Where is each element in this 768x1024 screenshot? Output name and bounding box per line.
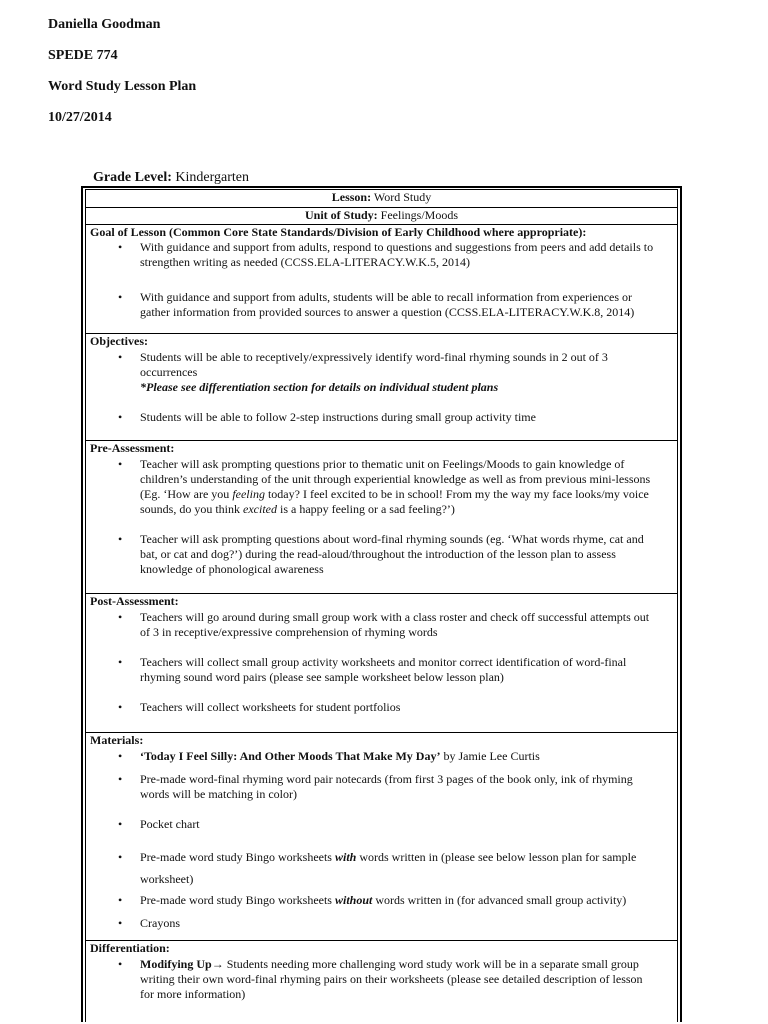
post-assessment-item: • Teachers will go around during small group work with a class roster and check off successful attempts out of 3 in receptive/expressive comprehension of rhyming words [140,610,659,640]
modifying-up-label: Modifying Up [140,957,212,971]
emphasis-feeling: feeling [232,487,265,501]
materials-section [86,732,677,945]
pre-assessment-text: is a happy feeling or a sad feeling?’) [277,502,455,516]
arrow-right-icon: → [211,957,224,971]
emphasis-with: with [334,850,357,864]
materials-text: Pre-made word study Bingo worksheets [140,850,335,864]
objective-item [140,350,659,395]
document-date: 10/27/2014 [48,110,112,125]
pre-assessment-item: • Teacher will ask prompting questions about word-final rhyming sounds (eg. ‘What words rhyme, cat and bat, or cat and dog?’) during the read-aloud/throughout the introduction of the lesson plan to assess knowledge of phonological awareness [140,532,659,577]
grade-level-value: Kindergarten [171,170,250,185]
materials-text: words written in (please see below lesson plan for sample worksheet) [140,850,637,886]
goal-item: • With guidance and support from adults, students will be able to recall information from experiences or gather information from provided sources to answer a question (CCSS.ELA-LITERACY.W.K.8, 2014) [140,290,659,320]
grade-level [93,170,249,186]
post-assessment-section [86,593,677,734]
post-assessment-heading: Post-Assessment: [90,594,179,608]
materials-item [140,846,659,890]
materials-text: words written in (for advanced small group activity) [372,893,627,907]
pre-assessment-section [86,440,677,595]
differentiation-heading: Differentiation: [90,941,170,955]
goal-section [86,224,677,337]
grade-level-label: Grade Level: [93,170,172,185]
lesson-row [86,190,677,206]
goal-item: • With guidance and support from adults, respond to questions and suggestions from peers and add details to strengthen writing as needed (CCSS.ELA-LITERACY.W.K.5, 2014) [140,240,659,270]
emphasis-without: without [334,893,373,907]
lesson-value: Word Study [371,190,432,204]
materials-item: • Pocket chart [140,817,659,832]
pre-assessment-text: today? I feel excited to be in school! From my the way my face looks/my voice sounds, do you think [140,487,649,516]
differentiation-text: Students needing more challenging word study work will be in a separate small group writing their own word-final rhyming pairs on their worksheets (please see detailed description of lesson for more information) [140,957,643,1001]
book-title: ‘Today I Feel Silly: And Other Moods That Make My Day’ [140,749,441,763]
post-assessment-item: • Teachers will collect small group activity worksheets and monitor correct identification of word-final rhyming sound word pairs (please see sample worksheet below lesson plan) [140,655,659,685]
differentiation-section [86,940,677,1022]
unit-value: Feelings/Moods [377,208,459,222]
differentiation-note: *Please see differentiation section for details on individual student plans [140,380,499,394]
materials-item: • Crayons [140,916,659,931]
materials-text: Pre-made word study Bingo worksheets [140,893,335,907]
materials-item: • Pre-made word-final rhyming word pair notecards (from first 3 pages of the book only, ink of rhyming words will be matching in color) [140,772,659,802]
objectives-heading: Objectives: [90,334,148,348]
lesson-label: Lesson: [331,190,372,204]
document-title: Word Study Lesson Plan [48,79,197,94]
author-name: Daniella Goodman [48,17,161,32]
pre-assessment-heading: Pre-Assessment: [90,441,175,455]
materials-item [140,749,659,764]
pre-assessment-text: Teacher will ask prompting questions prior to thematic unit on Feelings/Moods to gain knowledge of children’s understanding of the unit through experiential knowledge as well as from previous mini-lessons (Eg. ‘How are you [140,457,651,501]
objectives-section [86,333,677,439]
goal-heading: Goal of Lesson (Common Core State Standards/Division of Early Childhood where appropriate): [90,225,587,239]
pre-assessment-item [140,457,659,517]
course-code: SPEDE 774 [48,48,118,63]
materials-item [140,893,659,908]
lesson-plan-table [81,186,682,1022]
objective-item: • Students will be able to follow 2-step instructions during small group activity time [140,410,659,425]
book-author: by Jamie Lee Curtis [440,749,540,763]
emphasis-excited: excited [243,502,277,516]
materials-heading: Materials: [90,733,144,747]
differentiation-item [140,957,659,1002]
unit-label: Unit of Study: [304,208,378,222]
unit-row [86,207,677,224]
post-assessment-item: • Teachers will collect worksheets for student portfolios [140,700,659,715]
objective-text: Students will be able to receptively/expressively identify word-final rhyming sounds in 2 out of 3 occurrences [140,350,608,379]
